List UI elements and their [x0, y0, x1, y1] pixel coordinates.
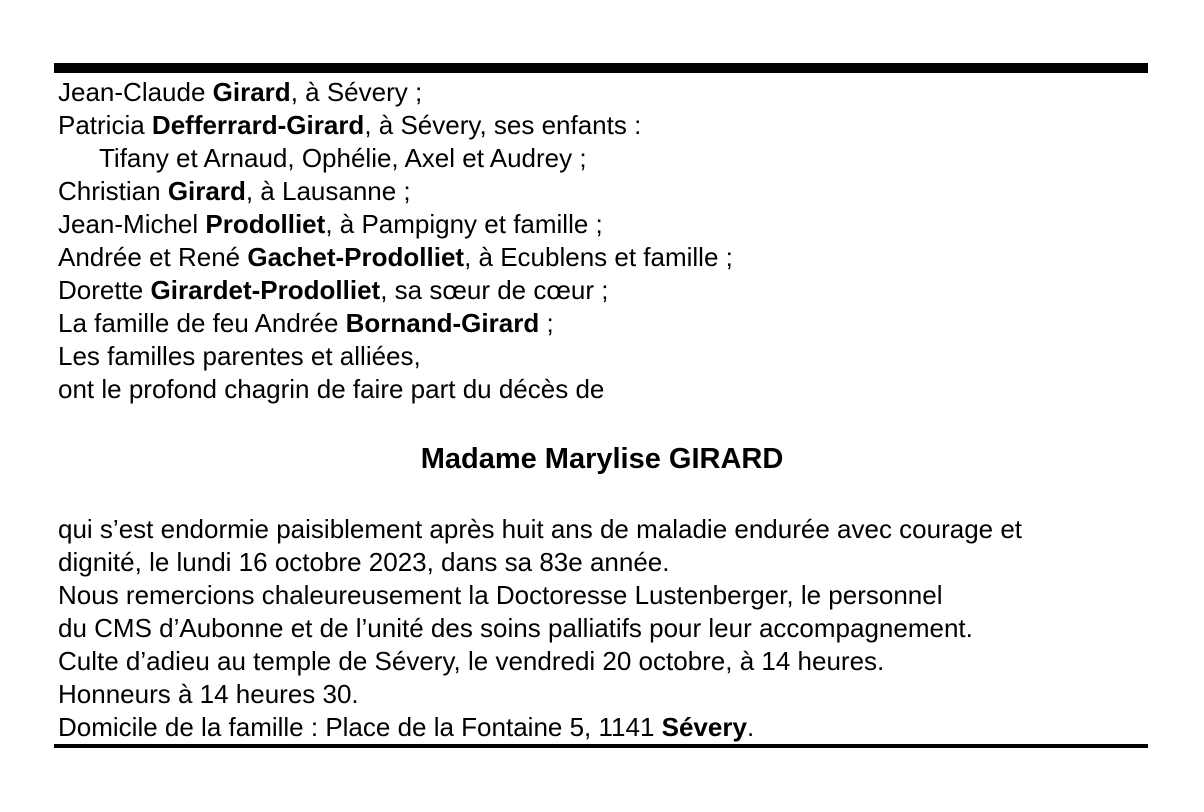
family-line-3-children: Tifany et Arnaud, Ophélie, Axel et Audrey ; — [99, 143, 587, 173]
family-line-2: Patricia Defferrard-Girard, à Sévery, ses enfants : — [58, 110, 642, 140]
family-line-6: Andrée et René Gachet-Prodolliet, à Ecublens et famille ; — [58, 242, 733, 272]
detail-line-5: Culte d’adieu au temple de Sévery, le vendredi 20 octobre, à 14 heures. — [58, 646, 885, 676]
family-line-1: Jean-Claude Girard, à Sévery ; — [58, 77, 423, 107]
family-line-9: Les familles parentes et alliées, — [58, 341, 421, 371]
domicile-line: Domicile de la famille : Place de la Fontaine 5, 1141 Sévery. — [58, 712, 755, 742]
family-surname: Girardet-Prodolliet — [150, 275, 381, 305]
detail-line-3: Nous remercions chaleureusement la Doctoresse Lustenberger, le personnel — [58, 580, 943, 610]
detail-line-6: Honneurs à 14 heures 30. — [58, 679, 359, 709]
family-line-8: La famille de feu Andrée Bornand-Girard ; — [58, 308, 554, 338]
deceased-title: Madame Marylise GIRARD — [420, 443, 784, 475]
bottom-rule — [54, 744, 1148, 748]
family-surname: Gachet-Prodolliet — [247, 242, 465, 272]
family-surname: Prodolliet — [205, 209, 326, 239]
family-surname: Defferrard-Girard — [151, 110, 365, 140]
family-surname: Bornand-Girard — [345, 308, 540, 338]
detail-line-1: qui s’est endormie paisiblement après huit ans de maladie endurée avec courage et — [58, 514, 1023, 544]
family-line-10: ont le profond chagrin de faire part du décès de — [58, 374, 605, 404]
family-surname: Girard — [212, 77, 291, 107]
family-line-5: Jean-Michel Prodolliet, à Pampigny et famille ; — [58, 209, 603, 239]
top-rule — [54, 63, 1148, 73]
family-line-7: Dorette Girardet-Prodolliet, sa sœur de cœur ; — [58, 275, 609, 305]
detail-line-2: dignité, le lundi 16 octobre 2023, dans sa 83e année. — [58, 547, 670, 577]
family-line-4: Christian Girard, à Lausanne ; — [58, 176, 411, 206]
detail-line-4: du CMS d’Aubonne et de l’unité des soins palliatifs pour leur accompagnement. — [58, 613, 973, 643]
domicile-town: Sévery — [661, 712, 747, 742]
family-surname: Girard — [167, 176, 246, 206]
